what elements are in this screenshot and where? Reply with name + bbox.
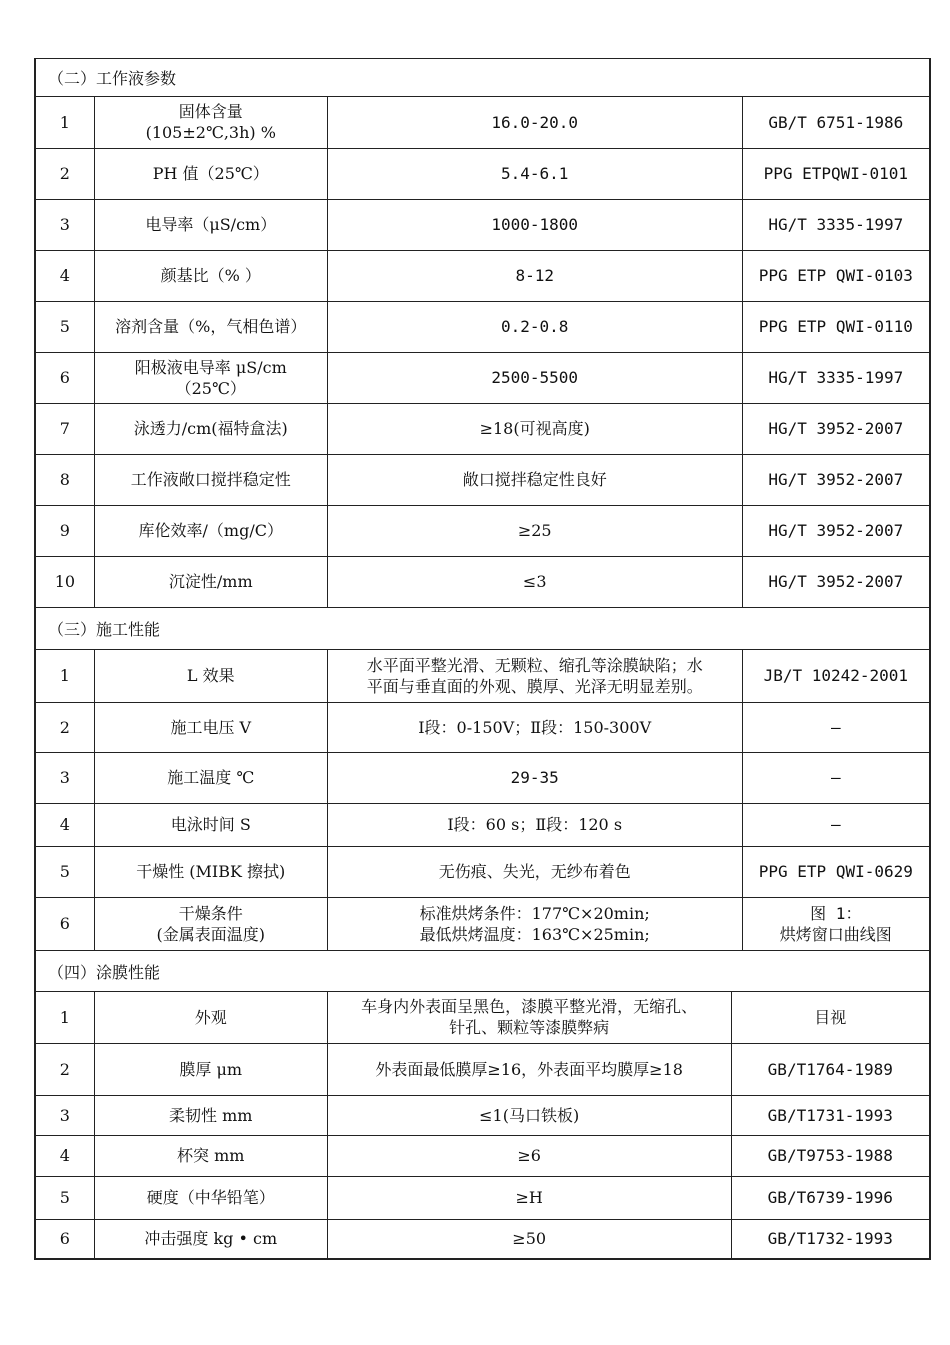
- cell-line: 固体含量: [178, 102, 243, 122]
- row-number: 3: [36, 1095, 94, 1135]
- cell-line: PPG ETPQWI-0101: [763, 164, 909, 183]
- cell-line: PPG ETP QWI-0110: [758, 317, 913, 336]
- section-title: （二）工作液参数: [36, 59, 929, 97]
- cell-line: 沉淀性/mm: [168, 572, 253, 592]
- cell-line: 干燥性 (MIBK 擦拭): [136, 862, 286, 881]
- value: [327, 702, 742, 752]
- cell-line: 目视: [814, 1007, 847, 1027]
- table-row: [36, 403, 929, 454]
- value: [327, 556, 742, 607]
- cell-line: GB/T 6751-1986: [768, 112, 904, 132]
- cell-line: 硬度（中华铅笔）: [146, 1188, 275, 1207]
- table-row: [36, 148, 929, 199]
- row-number: 5: [36, 1176, 94, 1219]
- row-number: 3: [36, 199, 94, 250]
- cell-line: 阳极液电导率 μS/cm: [134, 357, 287, 377]
- value: [327, 803, 742, 846]
- row-number: 6: [36, 352, 94, 403]
- cell-line: L 效果: [186, 666, 235, 686]
- test-method: [742, 752, 929, 803]
- cell-line: 0.2-0.8: [500, 317, 569, 336]
- cell-line: 库伦效率/（mg/C）: [138, 521, 283, 540]
- item-name: [94, 1219, 327, 1258]
- cell-line: —: [830, 717, 841, 737]
- table-row: [36, 505, 929, 556]
- row-number: 3: [36, 752, 94, 803]
- row-number: 4: [36, 803, 94, 846]
- row-number: 6: [36, 1219, 94, 1258]
- test-method: [742, 846, 929, 897]
- section-title: （四）涂膜性能: [36, 950, 929, 992]
- cell-line: 标准烘烤条件：177℃×20min;: [419, 903, 650, 923]
- cell-line: GB/T9753-1988: [767, 1146, 893, 1165]
- table-row: [36, 199, 929, 250]
- cell-line: 2500-5500: [491, 368, 579, 387]
- cell-line: Ⅰ段：60 s；Ⅱ段：120 s: [447, 815, 623, 834]
- test-method: [742, 199, 929, 250]
- item-name: [94, 148, 327, 199]
- cell-line: 冲击强度 kg • cm: [144, 1229, 278, 1249]
- cell-line: GB/T1732-1993: [767, 1229, 893, 1249]
- value: [327, 752, 742, 803]
- cell-line: 车身内外表面呈黑色，漆膜平整光滑，无缩孔、: [361, 997, 698, 1017]
- cell-line: 1000-1800: [491, 215, 579, 234]
- cell-line: 杯突 mm: [177, 1146, 245, 1165]
- cell-line: 外表面最低膜厚≥16，外表面平均膜厚≥18: [375, 1059, 683, 1079]
- test-method: [731, 1135, 929, 1176]
- row-number: 1: [36, 97, 94, 148]
- test-method: [742, 897, 929, 950]
- cell-line: 溶剂含量（%，气相色谱）: [115, 317, 307, 336]
- value: [327, 352, 742, 403]
- cell-line: 水平面平整光滑、无颗粒、缩孔等涂膜缺陷；水: [366, 655, 703, 675]
- cell-line: (105±2℃,3h) %: [145, 123, 276, 143]
- cell-line: PH 值（25℃）: [152, 164, 269, 183]
- cell-line: 平面与垂直面的外观、膜厚、光泽无明显差别。: [366, 676, 703, 696]
- cell-line: GB/T1731-1993: [767, 1105, 893, 1125]
- section-table: [36, 650, 929, 950]
- cell-line: ≥50: [512, 1229, 547, 1249]
- row-number: 2: [36, 148, 94, 199]
- item-name: [94, 97, 327, 148]
- value: [327, 897, 742, 950]
- cell-line: HG/T 3335-1997: [768, 215, 904, 234]
- cell-line: 泳透力/cm(福特盒法): [133, 419, 288, 438]
- row-number: 4: [36, 250, 94, 301]
- value: [327, 1095, 731, 1135]
- row-number: 4: [36, 1135, 94, 1176]
- cell-line: 电导率（μS/cm）: [145, 215, 277, 234]
- table-row: [36, 250, 929, 301]
- row-number: 8: [36, 454, 94, 505]
- test-method: [742, 650, 929, 702]
- cell-line: PPG ETP QWI-0103: [758, 266, 913, 285]
- row-number: 6: [36, 897, 94, 950]
- cell-line: Ⅰ段：0-150V；Ⅱ段：150-300V: [418, 717, 652, 737]
- test-method: [742, 505, 929, 556]
- cell-line: 膜厚 μm: [179, 1059, 243, 1079]
- cell-line: 电泳时间 S: [170, 815, 251, 834]
- cell-line: HG/T 3952-2007: [768, 521, 904, 540]
- table-row: [36, 803, 929, 846]
- table-row: [36, 1135, 929, 1176]
- value: [327, 650, 742, 702]
- table-row: [36, 752, 929, 803]
- item-name: [94, 702, 327, 752]
- test-method: [742, 97, 929, 148]
- cell-line: 工作液敞口搅拌稳定性: [130, 470, 291, 489]
- cell-line: 外观: [194, 1007, 227, 1027]
- cell-line: 干燥条件: [178, 903, 243, 923]
- test-method: [731, 1176, 929, 1219]
- item-name: [94, 846, 327, 897]
- value: [327, 1219, 731, 1258]
- table-row: [36, 992, 929, 1043]
- cell-line: 5.4-6.1: [500, 164, 569, 183]
- value: [327, 148, 742, 199]
- item-name: [94, 199, 327, 250]
- item-name: [94, 301, 327, 352]
- table-row: [36, 650, 929, 702]
- section-table: [36, 97, 929, 607]
- section-table: [36, 992, 929, 1258]
- table-row: [36, 301, 929, 352]
- value: [327, 199, 742, 250]
- test-method: [742, 301, 929, 352]
- cell-line: 柔韧性 mm: [169, 1105, 253, 1125]
- test-method: [742, 352, 929, 403]
- cell-line: 施工温度 ℃: [167, 768, 255, 787]
- cell-line: 无伤痕、失光，无纱布着色: [438, 862, 631, 881]
- section-title: （三）施工性能: [36, 607, 929, 650]
- row-number: 5: [36, 846, 94, 897]
- value: [327, 1043, 731, 1095]
- item-name: [94, 992, 327, 1043]
- cell-line: ≤3: [522, 572, 547, 592]
- cell-line: HG/T 3952-2007: [768, 470, 904, 489]
- item-name: [94, 1176, 327, 1219]
- cell-line: 最低烘烤温度：163℃×25min;: [419, 924, 650, 944]
- table-row: [36, 556, 929, 607]
- value: [327, 97, 742, 148]
- cell-line: —: [830, 815, 841, 834]
- row-number: 1: [36, 992, 94, 1043]
- spec-sheet: [34, 58, 931, 1260]
- cell-line: 烘烤窗口曲线图: [779, 924, 892, 944]
- cell-line: GB/T1764-1989: [767, 1059, 893, 1079]
- cell-line: （25℃）: [175, 378, 246, 398]
- item-name: [94, 352, 327, 403]
- item-name: [94, 752, 327, 803]
- value: [327, 301, 742, 352]
- test-method: [742, 250, 929, 301]
- value: [327, 505, 742, 556]
- table-row: [36, 846, 929, 897]
- test-method: [742, 702, 929, 752]
- cell-line: HG/T 3952-2007: [768, 419, 904, 438]
- row-number: 1: [36, 650, 94, 702]
- row-number: 2: [36, 1043, 94, 1095]
- value: [327, 454, 742, 505]
- table-row: [36, 97, 929, 148]
- test-method: [731, 1219, 929, 1258]
- cell-line: HG/T 3335-1997: [768, 368, 904, 387]
- table-row: [36, 1176, 929, 1219]
- item-name: [94, 454, 327, 505]
- item-name: [94, 1135, 327, 1176]
- test-method: [731, 992, 929, 1043]
- value: [327, 1135, 731, 1176]
- value: [327, 1176, 731, 1219]
- cell-line: 施工电压 V: [170, 717, 252, 737]
- item-name: [94, 650, 327, 702]
- value: [327, 250, 742, 301]
- cell-line: GB/T6739-1996: [767, 1188, 893, 1207]
- cell-line: 29-35: [510, 768, 559, 787]
- item-name: [94, 505, 327, 556]
- row-number: 9: [36, 505, 94, 556]
- value: [327, 846, 742, 897]
- table-row: [36, 1095, 929, 1135]
- row-number: 10: [36, 556, 94, 607]
- value: [327, 992, 731, 1043]
- value: [327, 403, 742, 454]
- cell-line: ≥6: [517, 1146, 541, 1165]
- cell-line: ≥25: [517, 521, 552, 540]
- cell-line: ≤1(马口铁板): [479, 1105, 580, 1125]
- table-row: [36, 1043, 929, 1095]
- table-row: [36, 1219, 929, 1258]
- cell-line: HG/T 3952-2007: [768, 572, 904, 592]
- cell-line: ≥18(可视高度): [479, 419, 590, 438]
- item-name: [94, 403, 327, 454]
- item-name: [94, 897, 327, 950]
- cell-line: PPG ETP QWI-0629: [758, 862, 913, 881]
- cell-line: 16.0-20.0: [491, 112, 579, 132]
- cell-line: JB/T 10242-2001: [763, 666, 909, 686]
- test-method: [731, 1043, 929, 1095]
- cell-line: 颜基比（% ）: [160, 266, 261, 285]
- row-number: 5: [36, 301, 94, 352]
- table-row: [36, 702, 929, 752]
- table-row: [36, 897, 929, 950]
- item-name: [94, 556, 327, 607]
- test-method: [742, 403, 929, 454]
- item-name: [94, 250, 327, 301]
- test-method: [742, 454, 929, 505]
- table-row: [36, 454, 929, 505]
- item-name: [94, 1043, 327, 1095]
- item-name: [94, 803, 327, 846]
- cell-line: 针孔、颗粒等漆膜弊病: [449, 1018, 610, 1038]
- cell-line: 图 1：: [810, 903, 862, 923]
- table-row: [36, 352, 929, 403]
- cell-line: ≥H: [515, 1188, 543, 1207]
- row-number: 2: [36, 702, 94, 752]
- row-number: 7: [36, 403, 94, 454]
- item-name: [94, 1095, 327, 1135]
- cell-line: —: [830, 768, 841, 787]
- cell-line: (金属表面温度): [156, 924, 266, 944]
- test-method: [742, 803, 929, 846]
- test-method: [742, 556, 929, 607]
- cell-line: 敞口搅拌稳定性良好: [462, 470, 607, 489]
- test-method: [731, 1095, 929, 1135]
- test-method: [742, 148, 929, 199]
- cell-line: 8-12: [515, 266, 554, 285]
